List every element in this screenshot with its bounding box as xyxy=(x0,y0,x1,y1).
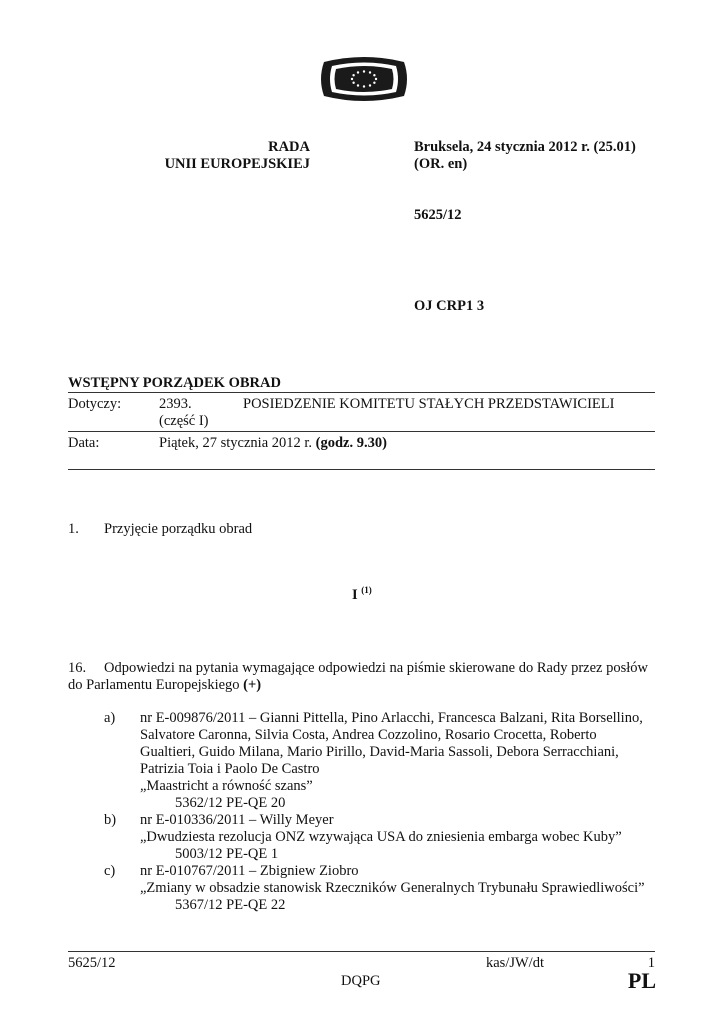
subject-part: (część I) xyxy=(159,413,209,429)
subitem-c-letter: c) xyxy=(104,863,116,879)
section-label: I xyxy=(352,586,358,603)
logo-star xyxy=(373,82,375,84)
meta-bottom-rule xyxy=(68,469,655,470)
item16-number: 16. xyxy=(68,660,87,676)
logo-star xyxy=(357,84,359,86)
document-code: OJ CRP1 3 xyxy=(414,298,485,314)
item16-text-line2 xyxy=(68,677,261,694)
meeting-date xyxy=(159,435,387,452)
footer-doc-number: 5625/12 xyxy=(68,955,116,971)
item1-number: 1. xyxy=(68,521,79,537)
item16-text-line2-text: do Parlamentu Europejskiego xyxy=(68,677,240,693)
footer-initials: kas/JW/dt xyxy=(486,955,544,971)
footer-rule xyxy=(68,951,655,952)
item16-marker: (+) xyxy=(243,677,262,693)
footer-department: DQPG xyxy=(341,973,381,989)
logo-star xyxy=(352,74,354,76)
logo-star xyxy=(375,78,377,80)
subitem-a-title: „Maastricht a równość szans” xyxy=(140,778,313,794)
meta-rule xyxy=(68,431,655,432)
place-date: Bruksela, 24 stycznia 2012 r. (25.01) xyxy=(414,139,636,155)
logo-star xyxy=(352,82,354,84)
subitem-a-line2: Salvatore Caronna, Silvia Costa, Andrea Cozzolino, Rosario Crocetta, Roberto xyxy=(140,727,597,743)
subject-label: Dotyczy: xyxy=(68,396,122,412)
logo-star xyxy=(351,78,353,80)
subitem-b-ref: 5003/12 PE-QE 1 xyxy=(175,846,279,862)
subitem-b-line1: nr E-010336/2011 – Willy Meyer xyxy=(140,812,334,828)
meeting-date-text: Piątek, 27 stycznia 2012 r. xyxy=(159,435,313,451)
document-title: WSTĘPNY PORZĄDEK OBRAD xyxy=(68,375,281,391)
date-label: Data: xyxy=(68,435,100,451)
subitem-c-line1: nr E-010767/2011 – Zbigniew Ziobro xyxy=(140,863,359,879)
subject-text: POSIEDZENIE KOMITETU STAŁYCH PRZEDSTAWICIELI xyxy=(243,396,615,412)
original-language: (OR. en) xyxy=(414,156,468,172)
logo-star xyxy=(369,71,371,73)
section-heading xyxy=(352,585,372,604)
footer-language: PL xyxy=(627,968,656,993)
logo-star xyxy=(369,84,371,86)
footer-page-number: 1 xyxy=(647,955,655,971)
item16-text-line1: Odpowiedzi na pytania wymagające odpowiedzi na piśmie skierowane do Rady przez posłów xyxy=(104,660,648,676)
logo-star xyxy=(363,85,365,87)
meeting-time: (godz. 9.30) xyxy=(315,435,387,451)
logo-star xyxy=(357,71,359,73)
subitem-b-letter: b) xyxy=(104,812,117,828)
eu-council-logo xyxy=(318,54,410,104)
subitem-c-title: „Zmiany w obsadzie stanowisk Rzeczników Generalnych Trybunału Sprawiedliwości” xyxy=(140,880,645,896)
title-rule xyxy=(68,392,655,393)
subitem-a-line3: Gualtieri, Guido Milana, Mario Pirillo, David-Maria Sassoli, Debora Serracchiani, xyxy=(140,744,619,760)
document-number: 5625/12 xyxy=(414,207,462,223)
section-footnote-ref: (1) xyxy=(361,585,372,595)
subitem-b-title: „Dwudziesta rezolucja ONZ wzywająca USA do zniesienia embarga wobec Kuby” xyxy=(140,829,622,845)
subitem-a-letter: a) xyxy=(104,710,116,726)
council-name-line2: UNII EUROPEJSKIEJ xyxy=(164,156,310,172)
logo-star xyxy=(363,70,365,72)
subitem-c-ref: 5367/12 PE-QE 22 xyxy=(175,897,286,913)
subitem-a-ref: 5362/12 PE-QE 20 xyxy=(175,795,286,811)
council-name-line1: RADA xyxy=(268,139,310,155)
subitem-a-line1: nr E-009876/2011 – Gianni Pittella, Pino Arlacchi, Francesca Balzani, Rita Borsellino, xyxy=(140,710,643,726)
item1-text: Przyjęcie porządku obrad xyxy=(104,521,253,537)
subitem-a-line4: Patrizia Toia i Paolo De Castro xyxy=(140,761,320,777)
logo-star xyxy=(373,74,375,76)
subject-number: 2393. xyxy=(159,396,192,412)
